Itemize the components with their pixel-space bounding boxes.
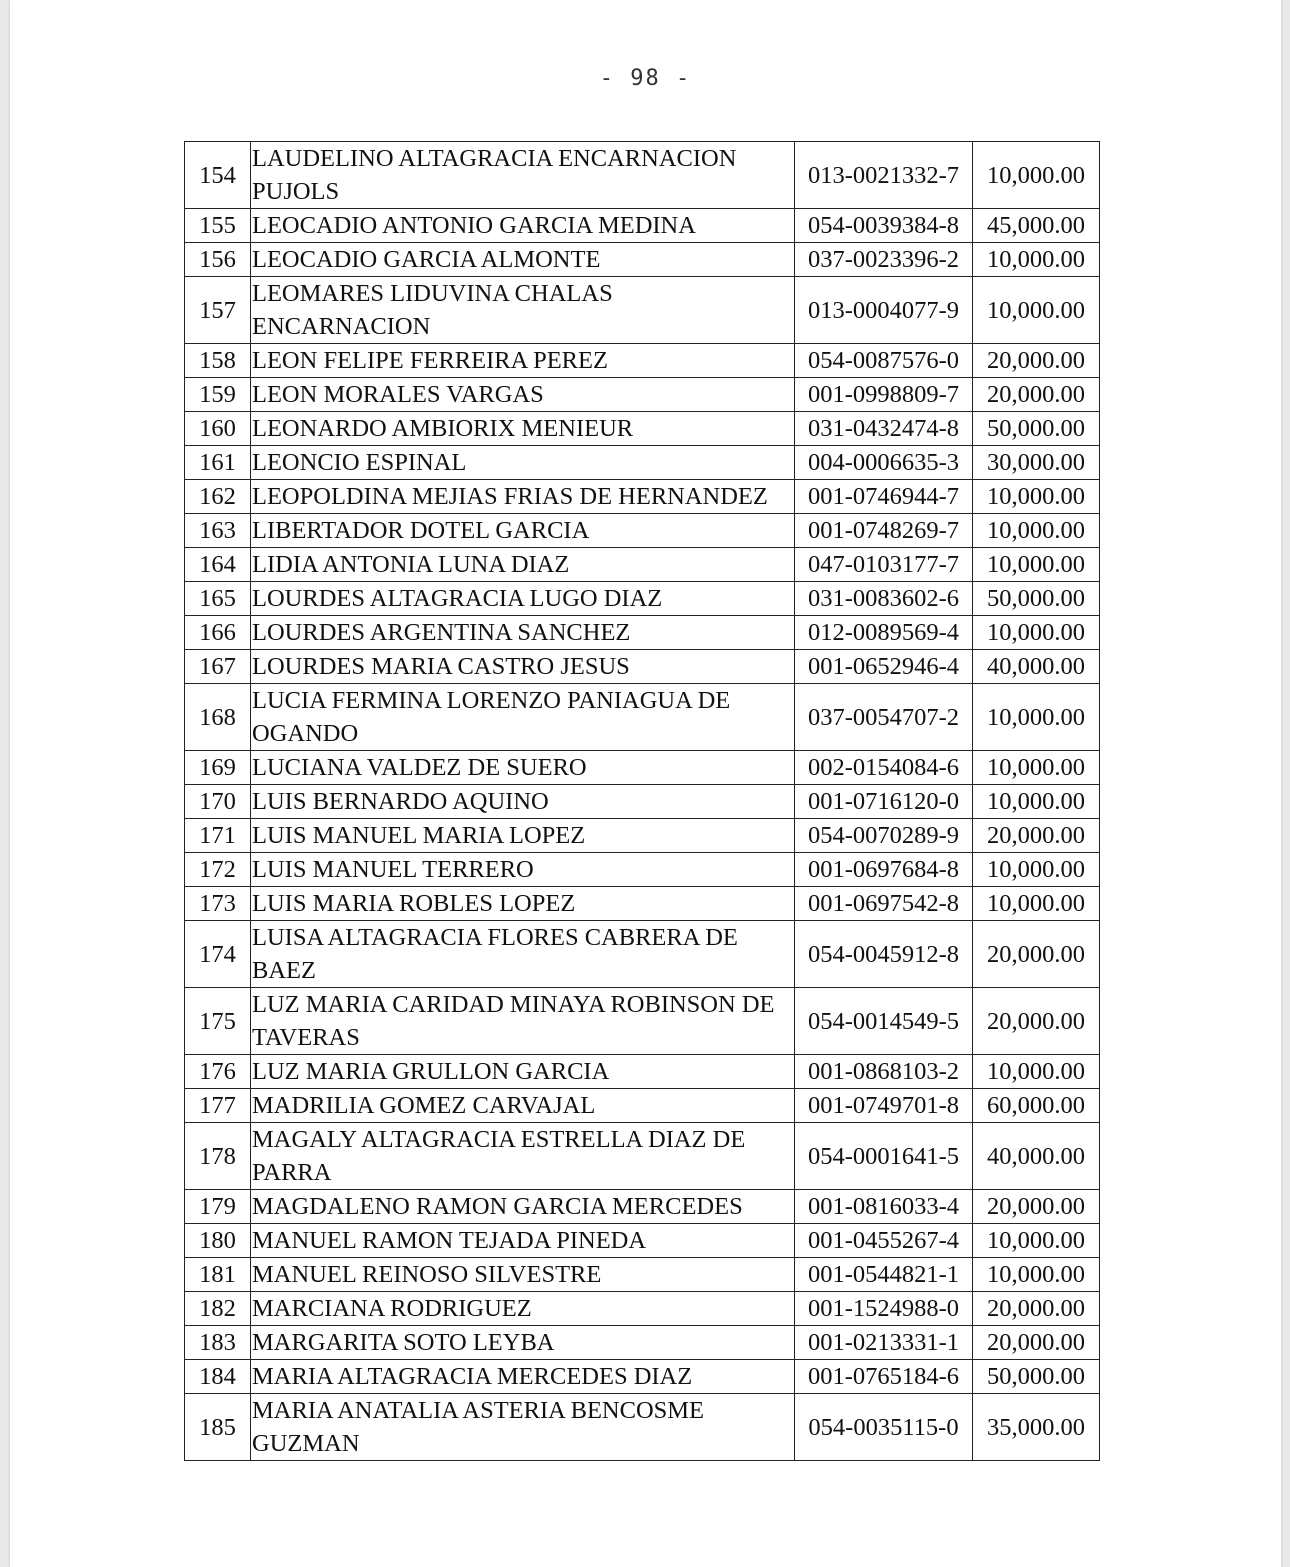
person-name-cell: MAGDALENO RAMON GARCIA MERCEDES	[251, 1190, 795, 1224]
id-number-cell: 001-0652946-4	[795, 650, 973, 684]
row-number-cell: 157	[185, 277, 251, 344]
table-row	[185, 751, 1100, 785]
row-number-cell: 156	[185, 243, 251, 277]
amount-cell: 20,000.00	[973, 819, 1100, 853]
row-number-cell: 176	[185, 1055, 251, 1089]
row-number-cell: 169	[185, 751, 251, 785]
person-name-cell: LIDIA ANTONIA LUNA DIAZ	[251, 548, 795, 582]
row-number-cell: 172	[185, 853, 251, 887]
amount-cell: 20,000.00	[973, 1292, 1100, 1326]
table-row	[185, 344, 1100, 378]
amount-cell: 10,000.00	[973, 480, 1100, 514]
row-number-cell: 182	[185, 1292, 251, 1326]
table-row	[185, 1224, 1100, 1258]
person-name-cell: LUZ MARIA GRULLON GARCIA	[251, 1055, 795, 1089]
beneficiary-table-body	[185, 142, 1100, 1461]
row-number-cell: 184	[185, 1360, 251, 1394]
table-row	[185, 1089, 1100, 1123]
person-name-cell: MANUEL RAMON TEJADA PINEDA	[251, 1224, 795, 1258]
id-number-cell: 001-0816033-4	[795, 1190, 973, 1224]
amount-cell: 20,000.00	[973, 921, 1100, 988]
table-row	[185, 616, 1100, 650]
row-number-cell: 174	[185, 921, 251, 988]
person-name-cell: MARCIANA RODRIGUEZ	[251, 1292, 795, 1326]
id-number-cell: 054-0070289-9	[795, 819, 973, 853]
id-number-cell: 031-0432474-8	[795, 412, 973, 446]
amount-cell: 20,000.00	[973, 378, 1100, 412]
amount-cell: 10,000.00	[973, 277, 1100, 344]
id-number-cell: 047-0103177-7	[795, 548, 973, 582]
person-name-cell: LOURDES ARGENTINA SANCHEZ	[251, 616, 795, 650]
row-number-cell: 177	[185, 1089, 251, 1123]
amount-cell: 10,000.00	[973, 853, 1100, 887]
row-number-cell: 159	[185, 378, 251, 412]
row-number-cell: 168	[185, 684, 251, 751]
person-name-cell: LUIS MANUEL MARIA LOPEZ	[251, 819, 795, 853]
person-name-cell: LIBERTADOR DOTEL GARCIA	[251, 514, 795, 548]
table-row	[185, 209, 1100, 243]
table-row	[185, 887, 1100, 921]
id-number-cell: 037-0054707-2	[795, 684, 973, 751]
table-row	[185, 1190, 1100, 1224]
amount-cell: 10,000.00	[973, 1258, 1100, 1292]
amount-cell: 10,000.00	[973, 751, 1100, 785]
id-number-cell: 001-0544821-1	[795, 1258, 973, 1292]
table-row	[185, 1258, 1100, 1292]
amount-cell: 10,000.00	[973, 1224, 1100, 1258]
table-row	[185, 1123, 1100, 1190]
id-number-cell: 054-0035115-0	[795, 1394, 973, 1461]
id-number-cell: 013-0004077-9	[795, 277, 973, 344]
person-name-cell: LEOCADIO GARCIA ALMONTE	[251, 243, 795, 277]
row-number-cell: 167	[185, 650, 251, 684]
id-number-cell: 001-0697542-8	[795, 887, 973, 921]
row-number-cell: 155	[185, 209, 251, 243]
id-number-cell: 004-0006635-3	[795, 446, 973, 480]
id-number-cell: 031-0083602-6	[795, 582, 973, 616]
amount-cell: 10,000.00	[973, 684, 1100, 751]
amount-cell: 10,000.00	[973, 142, 1100, 209]
person-name-cell: LEONARDO AMBIORIX MENIEUR	[251, 412, 795, 446]
id-number-cell: 001-0716120-0	[795, 785, 973, 819]
table-row	[185, 785, 1100, 819]
row-number-cell: 161	[185, 446, 251, 480]
person-name-cell: LEON MORALES VARGAS	[251, 378, 795, 412]
amount-cell: 10,000.00	[973, 616, 1100, 650]
person-name-cell: LUZ MARIA CARIDAD MINAYA ROBINSON DE TAVERAS	[251, 988, 795, 1055]
person-name-cell: MAGALY ALTAGRACIA ESTRELLA DIAZ DE PARRA	[251, 1123, 795, 1190]
table-row	[185, 548, 1100, 582]
row-number-cell: 163	[185, 514, 251, 548]
table-row	[185, 1360, 1100, 1394]
id-number-cell: 001-0746944-7	[795, 480, 973, 514]
row-number-cell: 178	[185, 1123, 251, 1190]
table-row	[185, 1292, 1100, 1326]
person-name-cell: LUIS MANUEL TERRERO	[251, 853, 795, 887]
id-number-cell: 013-0021332-7	[795, 142, 973, 209]
amount-cell: 10,000.00	[973, 785, 1100, 819]
person-name-cell: LUCIANA VALDEZ DE SUERO	[251, 751, 795, 785]
id-number-cell: 054-0001641-5	[795, 1123, 973, 1190]
table-row	[185, 650, 1100, 684]
row-number-cell: 181	[185, 1258, 251, 1292]
amount-cell: 50,000.00	[973, 582, 1100, 616]
person-name-cell: LEON FELIPE FERREIRA PEREZ	[251, 344, 795, 378]
person-name-cell: LUCIA FERMINA LORENZO PANIAGUA DE OGANDO	[251, 684, 795, 751]
table-row	[185, 853, 1100, 887]
table-row	[185, 684, 1100, 751]
id-number-cell: 001-0213331-1	[795, 1326, 973, 1360]
person-name-cell: MARIA ALTAGRACIA MERCEDES DIAZ	[251, 1360, 795, 1394]
person-name-cell: LEONCIO ESPINAL	[251, 446, 795, 480]
amount-cell: 60,000.00	[973, 1089, 1100, 1123]
table-row	[185, 142, 1100, 209]
amount-cell: 10,000.00	[973, 1055, 1100, 1089]
person-name-cell: LUIS MARIA ROBLES LOPEZ	[251, 887, 795, 921]
person-name-cell: LEOMARES LIDUVINA CHALAS ENCARNACION	[251, 277, 795, 344]
table-row	[185, 514, 1100, 548]
id-number-cell: 037-0023396-2	[795, 243, 973, 277]
person-name-cell: LUIS BERNARDO AQUINO	[251, 785, 795, 819]
id-number-cell: 054-0087576-0	[795, 344, 973, 378]
beneficiary-table	[184, 141, 1100, 1461]
table-row	[185, 582, 1100, 616]
amount-cell: 40,000.00	[973, 650, 1100, 684]
table-row	[185, 1055, 1100, 1089]
table-row	[185, 1326, 1100, 1360]
id-number-cell: 001-0765184-6	[795, 1360, 973, 1394]
row-number-cell: 173	[185, 887, 251, 921]
amount-cell: 50,000.00	[973, 412, 1100, 446]
id-number-cell: 054-0014549-5	[795, 988, 973, 1055]
person-name-cell: MADRILIA GOMEZ CARVAJAL	[251, 1089, 795, 1123]
id-number-cell: 001-0697684-8	[795, 853, 973, 887]
amount-cell: 45,000.00	[973, 209, 1100, 243]
id-number-cell: 001-0455267-4	[795, 1224, 973, 1258]
table-row	[185, 1394, 1100, 1461]
amount-cell: 30,000.00	[973, 446, 1100, 480]
amount-cell: 40,000.00	[973, 1123, 1100, 1190]
row-number-cell: 162	[185, 480, 251, 514]
row-number-cell: 180	[185, 1224, 251, 1258]
table-row	[185, 480, 1100, 514]
row-number-cell: 171	[185, 819, 251, 853]
amount-cell: 20,000.00	[973, 344, 1100, 378]
person-name-cell: LEOCADIO ANTONIO GARCIA MEDINA	[251, 209, 795, 243]
id-number-cell: 001-0748269-7	[795, 514, 973, 548]
row-number-cell: 160	[185, 412, 251, 446]
table-row	[185, 921, 1100, 988]
document-page	[10, 0, 1281, 1567]
id-number-cell: 012-0089569-4	[795, 616, 973, 650]
table-row	[185, 446, 1100, 480]
amount-cell: 10,000.00	[973, 514, 1100, 548]
row-number-cell: 165	[185, 582, 251, 616]
table-row	[185, 988, 1100, 1055]
person-name-cell: MANUEL REINOSO SILVESTRE	[251, 1258, 795, 1292]
row-number-cell: 185	[185, 1394, 251, 1461]
person-name-cell: MARIA ANATALIA ASTERIA BENCOSME GUZMAN	[251, 1394, 795, 1461]
row-number-cell: 154	[185, 142, 251, 209]
amount-cell: 50,000.00	[973, 1360, 1100, 1394]
id-number-cell: 054-0039384-8	[795, 209, 973, 243]
id-number-cell: 001-1524988-0	[795, 1292, 973, 1326]
person-name-cell: LOURDES MARIA CASTRO JESUS	[251, 650, 795, 684]
table-row	[185, 243, 1100, 277]
amount-cell: 20,000.00	[973, 1326, 1100, 1360]
id-number-cell: 054-0045912-8	[795, 921, 973, 988]
row-number-cell: 179	[185, 1190, 251, 1224]
table-row	[185, 378, 1100, 412]
row-number-cell: 170	[185, 785, 251, 819]
amount-cell: 35,000.00	[973, 1394, 1100, 1461]
person-name-cell: LUISA ALTAGRACIA FLORES CABRERA DE BAEZ	[251, 921, 795, 988]
id-number-cell: 001-0749701-8	[795, 1089, 973, 1123]
person-name-cell: LEOPOLDINA MEJIAS FRIAS DE HERNANDEZ	[251, 480, 795, 514]
person-name-cell: LOURDES ALTAGRACIA LUGO DIAZ	[251, 582, 795, 616]
row-number-cell: 175	[185, 988, 251, 1055]
table-row	[185, 412, 1100, 446]
id-number-cell: 002-0154084-6	[795, 751, 973, 785]
amount-cell: 10,000.00	[973, 887, 1100, 921]
page-number: - 98 -	[599, 66, 692, 91]
row-number-cell: 158	[185, 344, 251, 378]
row-number-cell: 164	[185, 548, 251, 582]
row-number-cell: 183	[185, 1326, 251, 1360]
person-name-cell: LAUDELINO ALTAGRACIA ENCARNACION PUJOLS	[251, 142, 795, 209]
table-row	[185, 819, 1100, 853]
person-name-cell: MARGARITA SOTO LEYBA	[251, 1326, 795, 1360]
id-number-cell: 001-0868103-2	[795, 1055, 973, 1089]
id-number-cell: 001-0998809-7	[795, 378, 973, 412]
amount-cell: 10,000.00	[973, 548, 1100, 582]
table-row	[185, 277, 1100, 344]
amount-cell: 20,000.00	[973, 1190, 1100, 1224]
amount-cell: 10,000.00	[973, 243, 1100, 277]
row-number-cell: 166	[185, 616, 251, 650]
amount-cell: 20,000.00	[973, 988, 1100, 1055]
